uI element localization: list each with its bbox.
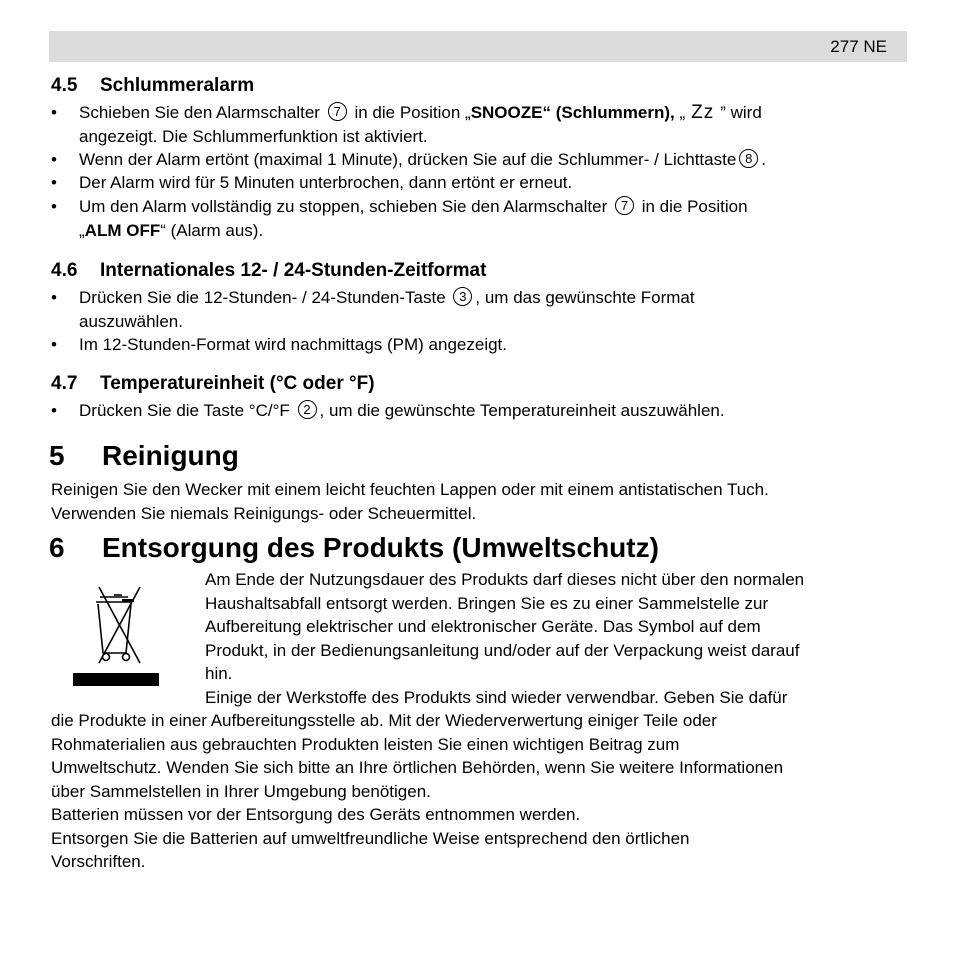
list-item: • Der Alarm wird für 5 Minuten unterbrochen, dann ertönt er erneut. <box>51 173 573 192</box>
crossed-out-wheelie-bin-icon <box>70 585 160 688</box>
section-4-6-heading <box>51 260 486 282</box>
section-4-5-heading <box>51 75 254 97</box>
snooze-zz-symbol: Zz <box>691 102 715 123</box>
section-title: Schlummeralarm <box>100 75 255 96</box>
button-8-marker: 8 <box>739 149 758 168</box>
header-bar <box>49 31 907 62</box>
list-item: • Wenn der Alarm ertönt (maximal 1 Minute), drücken Sie auf die Schlummer- / Lichttaste 8 . <box>51 150 767 169</box>
cleaning-paragraph: Reinigen Sie den Wecker mit einem leicht feuchten Lappen oder mit einem antistatischen Tuch. Verwenden Sie niemals Reinigungs- oder Scheuermittel. <box>51 480 769 523</box>
chapter-6-heading <box>49 532 659 564</box>
switch-7-marker: 7 <box>615 196 634 215</box>
section-number: 4.5 <box>51 75 78 96</box>
section-title: Temperatureinheit (°C oder °F) <box>100 373 375 394</box>
section-title: Internationales 12- / 24-Stunden-Zeitformat <box>100 260 487 281</box>
list-item: • Im 12-Stunden-Format wird nachmittags (PM) angezeigt. <box>51 335 508 354</box>
list-item: • Drücken Sie die 12-Stunden- / 24-Stunden-Taste 3 , um das gewünschte Format auszuwählen. <box>51 288 695 331</box>
switch-7-marker: 7 <box>328 102 347 121</box>
list-item: • Um den Alarm vollständig zu stoppen, schieben Sie den Alarmschalter 7 in die Position „ALM OFF“ (Alarm aus). <box>51 197 748 240</box>
chapter-5-heading <box>49 440 239 472</box>
chapter-title: Reinigung <box>102 440 239 471</box>
button-2-marker: 2 <box>298 400 317 419</box>
disposal-paragraph-wrapped: Am Ende der Nutzungsdauer des Produkts darf dieses nicht über den normalen Haushaltsabfall entsorgt werden. Bringen Sie es zu einer Sammelstelle zur Aufbereitung elektrischer und elektronischer Geräte. Das Symbol auf dem Produkt, in der Bedienungsanleitung und/oder auf der Verpackung weist darauf hin. Einige der Werkstoffe des Produkts sind wieder verwendbar. Geben Sie dafür <box>205 570 805 707</box>
chapter-number: 5 <box>49 440 65 471</box>
disposal-paragraph: die Produkte in einer Aufbereitungsstelle ab. Mit der Wiederverwertung einiger Teile oder Rohmaterialien aus gebrauchten Produkten leisten Sie einen wichtigen Beitrag zum Umweltschutz. Wenden Sie sich bitte an Ihre örtlichen Behörden, wenn Sie weitere Informationen über Sammelstellen in Ihrer Umgebung benötigen. Batterien müssen vor der Entsorgung des Geräts entnommen werden. Entsorgen Sie die Batterien auf umweltfreundliche Weise entsprechend den örtlichen Vorschriften. <box>51 711 784 871</box>
button-3-marker: 3 <box>453 287 472 306</box>
list-item: • Drücken Sie die Taste °C/°F 2 , um die gewünschte Temperatureinheit auszuwählen. <box>51 401 725 420</box>
section-4-7-heading <box>51 373 375 395</box>
chapter-title: Entsorgung des Produkts (Umweltschutz) <box>102 532 659 563</box>
section-number: 4.7 <box>51 373 78 394</box>
section-number: 4.6 <box>51 260 78 281</box>
chapter-number: 6 <box>49 532 65 563</box>
page-number: 277 NE <box>830 37 887 56</box>
list-item: • Schieben Sie den Alarmschalter 7 in die Position „SNOOZE“ (Schlummern), „ Zz ” wird angezeigt. Die Schlummerfunktion ist aktiviert. <box>51 102 762 146</box>
